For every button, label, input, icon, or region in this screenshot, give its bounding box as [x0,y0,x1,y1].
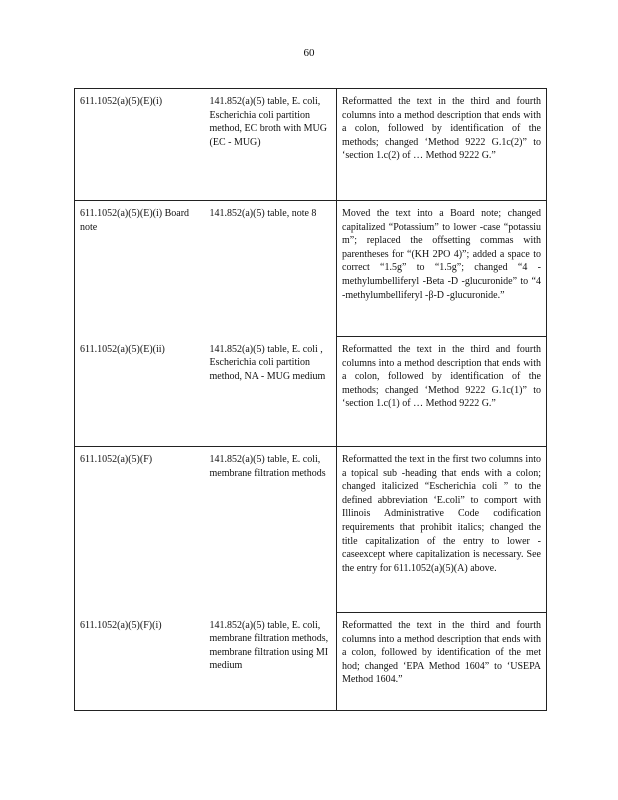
page-number: 60 [303,47,315,59]
section-cell: 611.1052(a)(5)(F)(i) [75,613,205,711]
cfr-cell: 141.852(a)(5) table, E. coli, membrane filtration methods, membrane filtration using MI medium [205,613,337,711]
table-row [75,613,547,711]
change-cell: Reformatted the text in the third and fourth columns into a method description that ends with a colon, followed by identification of the methods; changed ‘Method 9222 G.1c(2)” to ‘section 1.c(2) of … Method 9222 G.” [337,89,547,201]
cfr-cell: 141.852(a)(5) table, note 8 [209,208,317,219]
cfr-cell: 141.852(a)(5) table, E. coli , Escherichia coli partition method, NA - MUG medium [205,337,337,447]
section-cell: 611.1052(a)(5)(E)(ii) [75,337,205,447]
change-cell: Reformatted the text in the third and fourth columns into a method description that ends with a colon, followed by identification of the met hod; changed ‘EPA Method 1604” to ‘USEPA Method 1604.” [337,613,547,711]
change-cell: Moved the text into a Board note; changed capitalized “Potassium” to lower -case “potassiu m”; replaced the offsetting commas with parentheses for “(KH 2PO 4)”; added a space to correct “1.5g” to “1.5g”; changed “4 -methylumbelliferyl -Beta -D -glucuronide” to “4 -methylumbelliferyl -β-D -glucuronide.” [337,201,547,337]
section-cell: 611.1052(a)(5)(E)(i) Board note [75,201,205,337]
table-row [75,337,547,447]
table-row [75,201,547,337]
section-cell: 611.1052(a)(5)(E)(i) [75,89,205,201]
cfr-cell: 141.852(a)(5) table, E. coli, Escherichia coli partition method, EC broth with MUG (EC - MUG) [205,89,337,201]
change-cell: Reformatted the text in the third and fourth columns into a method description that ends with a colon, followed by identification of the methods; changed ‘Method 9222 G.1c(1)” to ‘section 1.c(1) of … Method 9222 G.” [337,337,547,447]
section-cell: 611.1052(a)(5)(F) [75,447,205,613]
change-cell: Reformatted the text in the first two columns into a topical sub -heading that ends with a colon; changed italicized “Escherichia coli ” to the defined abbreviation ‘E.coli” to comport with Illinois Administrative Code codification requirements that prohibit italics; changed the title capitalization of the entry to lower -caseexcept where capitalization is necessary. See the entry for 611.1052(a)(5)(A) above. [337,447,547,613]
cfr-cell: 141.852(a)(5) table, E. coli, membrane filtration methods [209,454,326,479]
rule-changes-table [74,88,547,711]
table-row [75,447,547,613]
table-row [75,89,547,201]
